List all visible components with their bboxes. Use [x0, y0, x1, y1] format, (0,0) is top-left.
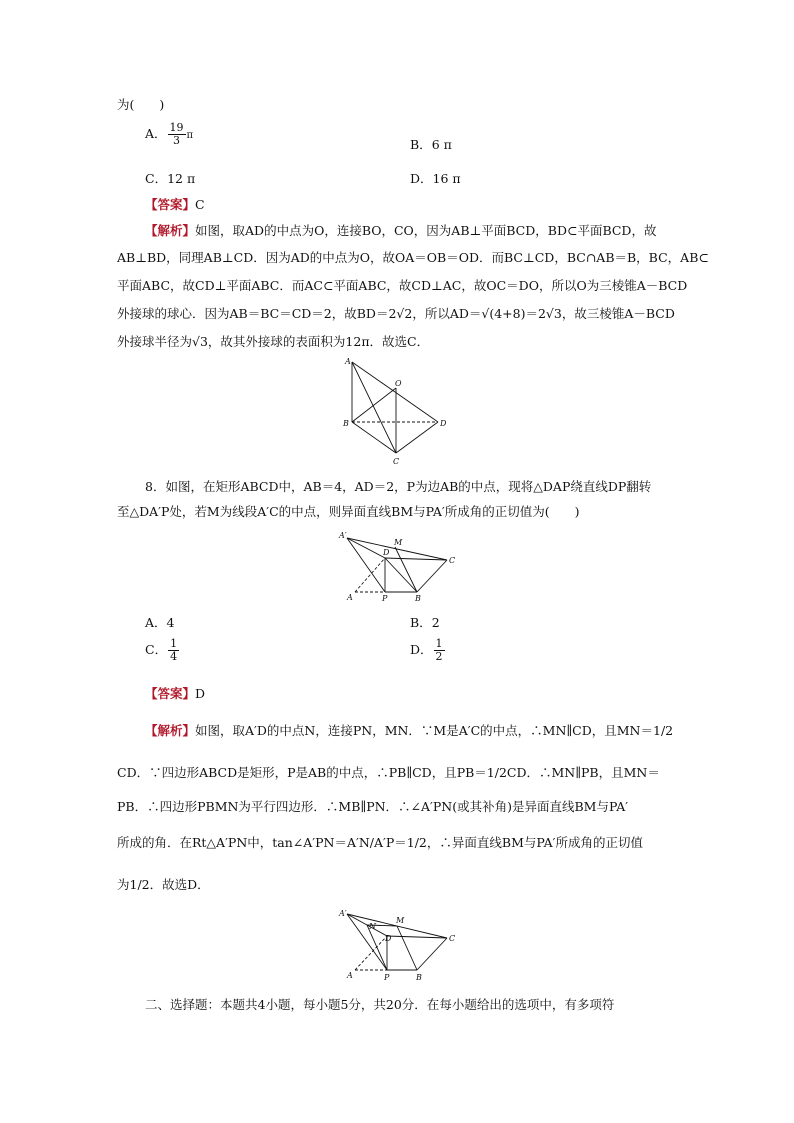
- fig3-label-d: D: [385, 934, 392, 943]
- fig2-label-a: A: [347, 593, 353, 602]
- q8-option-a[interactable]: A．4: [145, 615, 175, 630]
- fig2-label-d: D: [383, 548, 390, 557]
- fig3-label-c: C: [449, 934, 456, 943]
- q8-option-c[interactable]: C． $\frac{1}{4}$: [145, 637, 178, 663]
- q7-option-b[interactable]: B．6 π: [410, 137, 452, 152]
- q7-answer: [145, 195, 205, 213]
- q8-option-d[interactable]: D． $\frac{1}{2}$: [410, 637, 443, 663]
- q8-analysis-line-2: CD．∵四边形ABCD是矩形，P是AB的中点，∴PB∥CD，且PB＝1/2CD．∴MN∥PB，且MN＝: [117, 765, 660, 780]
- fig1-label-a: A: [345, 357, 351, 366]
- q7-analysis-line-4: 外接球的球心．因为AB＝BC＝CD＝2，故BD＝2√2，所以AD＝√(4+8)＝2√3，故三棱锥A－BCD: [117, 306, 675, 321]
- q7-option-a[interactable]: A． $\frac{19}{3}$ π: [145, 121, 194, 147]
- fig3-label-m: M: [396, 916, 405, 925]
- answer-tag: 【答案】: [145, 686, 196, 701]
- q8-answer: [145, 684, 205, 702]
- analysis-tag: 【解析】: [145, 223, 196, 238]
- q8-analysis-figure: [337, 908, 462, 984]
- q7-analysis-line-1: 【解析】如图，取AD的中点为O，连接BO，CO，因为AB⊥平面BCD，BD⊂平面BCD，故: [145, 223, 657, 238]
- fig1-label-c: C: [393, 457, 400, 466]
- q7-stem-tail: 为( ): [117, 97, 165, 112]
- fig1-label-b: B: [343, 419, 349, 428]
- fig3-label-p: P: [384, 973, 390, 982]
- q8-analysis-line-3: PB．∴四边形PBMN为平行四边形．∴MB∥PN．∴∠A′PN(或其补角)是异面直线BM与PA′: [117, 799, 629, 814]
- fig2-label-m: M: [394, 538, 403, 547]
- q8-figure-fold: [337, 530, 462, 606]
- q8-option-b[interactable]: B．2: [410, 615, 440, 630]
- fraction: $\frac{1}{2}$: [435, 637, 443, 663]
- q8-analysis-line-1: 【解析】如图，取A′D的中点N，连接PN，MN．∵M是A′C的中点，∴MN∥CD，且MN＝1/2: [145, 723, 674, 738]
- fig1-label-o: O: [395, 379, 402, 388]
- q7-figure-tetrahedron: [340, 352, 455, 470]
- fig3-label-n: N: [369, 922, 376, 931]
- q7-analysis-line-2: AB⊥BD，同理AB⊥CD．因为AD的中点为O，故OA＝OB＝OD．而BC⊥CD，BC∩AB＝B，BC，AB⊂: [117, 250, 709, 265]
- q8-stem-line-2: 至△DA′P处，若M为线段A′C的中点，则异面直线BM与PA′所成角的正切值为( ): [117, 504, 580, 519]
- q7-option-c[interactable]: C．12 π: [145, 171, 196, 186]
- fraction: $\frac{19}{3}$: [169, 121, 184, 147]
- fraction: $\frac{1}{4}$: [170, 637, 178, 663]
- fig3-label-a-prime: A′: [339, 909, 347, 918]
- fig2-label-b: B: [415, 594, 421, 603]
- fig1-label-d: D: [440, 419, 447, 428]
- answer-value: D: [195, 686, 206, 701]
- q8-analysis-line-5: 为1/2．故选D．: [117, 877, 210, 892]
- answer-value: C: [195, 197, 205, 212]
- fig2-label-p: P: [382, 594, 388, 603]
- fig3-label-b: B: [416, 973, 422, 982]
- answer-tag: 【答案】: [145, 197, 196, 212]
- q8-analysis-line-4: 所成的角．在Rt△A′PN中，tan∠A′PN＝A′N/A′P＝1/2，∴异面直线BM与PA′所成角的正切值: [117, 835, 643, 850]
- q8-stem-line-1: 8．如图，在矩形ABCD中，AB＝4，AD＝2，P为边AB的中点，现将△DAP绕直线DP翻转: [145, 479, 652, 494]
- q7-analysis-line-3: 平面ABC，故CD⊥平面ABC．而AC⊂平面ABC，故CD⊥AC，故OC＝DO，所以O为三棱锥A－BCD: [117, 278, 688, 293]
- fig3-label-a: A: [347, 971, 353, 980]
- fig2-label-c: C: [449, 556, 456, 565]
- q7-option-d[interactable]: D．16 π: [410, 171, 461, 186]
- analysis-tag: 【解析】: [145, 723, 196, 738]
- section-2-heading: 二、选择题：本题共4小题，每小题5分，共20分．在每小题给出的选项中，有多项符: [145, 997, 615, 1012]
- fig2-label-a-prime: A′: [339, 531, 347, 540]
- q7-analysis-line-5: 外接球半径为√3，故其外接球的表面积为12π．故选C．: [117, 334, 430, 349]
